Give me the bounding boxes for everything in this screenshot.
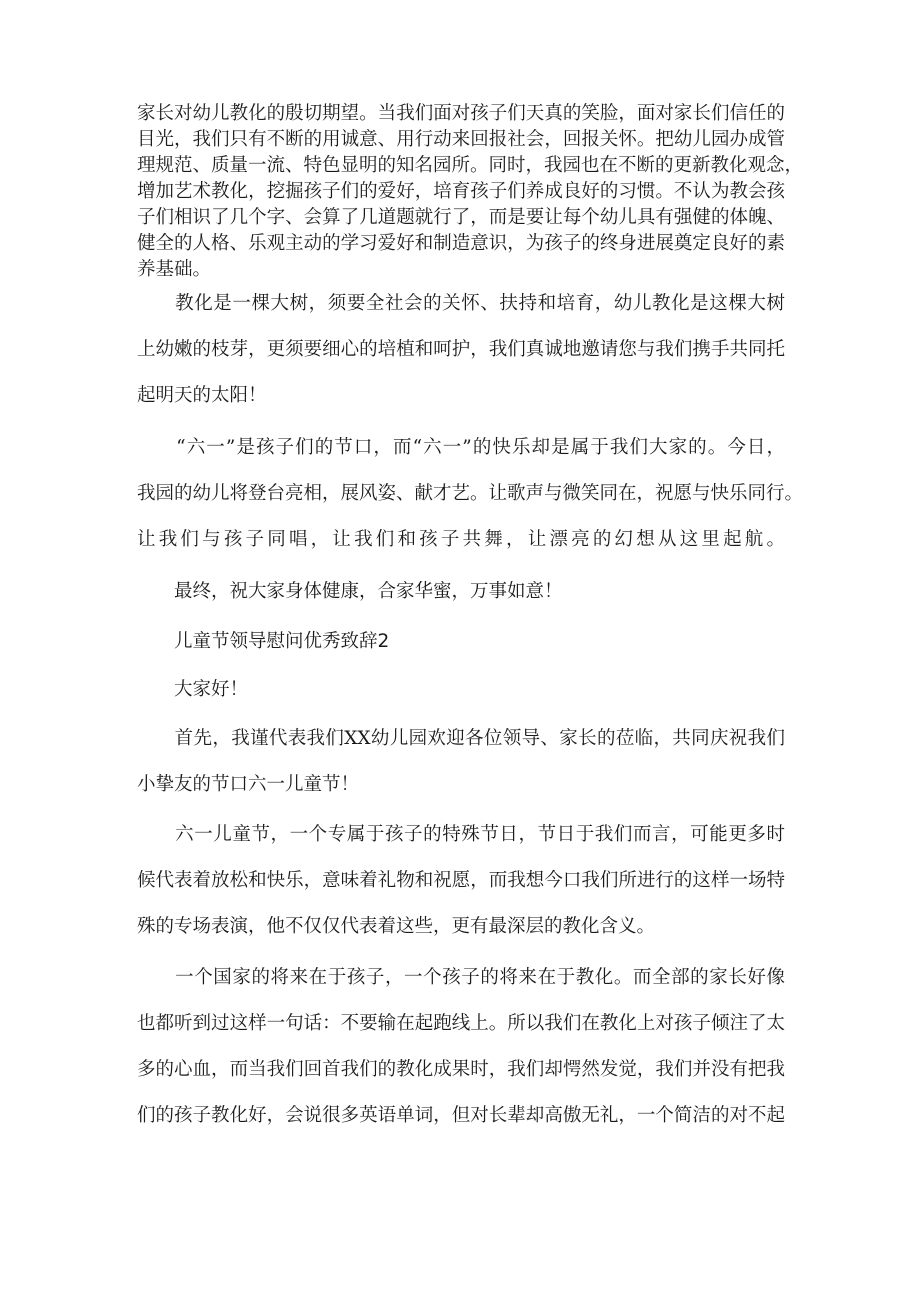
text-line: 教化是一棵大树，须要全社会的关怀、扶持和培育，幼儿教化是这棵大树 [137,293,785,314]
text-line: 健全的人格、乐观主动的学习爱好和制造意识，为孩子的终身进展奠定良好的素 [137,233,785,254]
paragraph-6 [137,812,785,950]
text-line: 养基础。 [137,259,212,280]
text-line: “六一”是孩子们的节口，而“六一”的快乐却是属于我们大家的。今日， [137,437,785,458]
text-line: 子们相识了几个字、会算了几道题就行了，而是要让每个幼儿具有强健的体魄、 [137,207,785,228]
paragraph-7 [137,955,785,1139]
text-line: 理规范、质量一流、特色显明的知名园所。同时，我园也在不断的更新教化观念， [137,155,804,176]
text-line: 目光，我们只有不断的用诚意、用行动来回报社会，回报关怀。把幼儿园办成管 [137,129,785,150]
paragraph-greeting [137,667,785,713]
text-line: 多的心血，而当我们回首我们的教化成果时，我们却愕然发觉，我们并没有把我 [137,1059,785,1080]
paragraph-3 [137,425,804,563]
text-line: 六一儿童节，一个专属于孩子的特殊节日，节日于我们而言，可能更多时 [137,824,785,845]
text-line: 也都听到过这样一句话：不要输在起跑线上。所以我们在教化上对孩子倾注了太 [137,1013,785,1034]
paragraph-1 [137,101,804,283]
text-line: 一个国家的将来在于孩子，一个孩子的将来在于教化。而全部的家长好像 [137,967,785,988]
paragraph-2 [137,281,785,419]
text-line: 首先，我谨代表我们XX幼儿园欢迎各位领导、家长的莅临，共同庆祝我们 [137,728,785,749]
text-line: 起明天的太阳！ [137,385,267,406]
text-line: 增加艺术教化，挖掘孩子们的爱好，培育孩子们养成良好的习惯。不认为教会孩 [137,181,785,202]
text-line: 们的孩子教化好，会说很多英语单词，但对长辈却高傲无礼，一个简洁的对不起 [137,1105,785,1126]
text-line: 候代表着放松和快乐，意味着礼物和祝愿，而我想今口我们所进行的这样一场特 [137,870,785,891]
paragraph-5 [137,716,785,808]
text-line: 我园的幼儿将登台亮相，展风姿、献才艺。让歌声与微笑同在，祝愿与快乐同行。 [137,483,804,504]
text-line: 家长对幼儿教化的殷切期望。当我们面对孩子们天真的笑脸，面对家长们信任的 [137,103,785,124]
text-line: 殊的专场表演，他不仅仅代表着这些，更有最深层的教化含义。 [137,916,656,937]
text-line: 最终，祝大家身体健康，合家华蜜，万事如意！ [137,581,563,602]
heading-text: 儿童节领导慰问优秀致辞2 [137,631,390,652]
paragraph-4 [137,569,785,615]
text-line: 大家好！ [137,679,249,700]
text-line: 让我们与孩子同唱，让我们和孩子共舞，让漂亮的幻想从这里起航。 [137,529,785,550]
text-line: 上幼嫩的枝芽，更须要细心的培植和呵护，我们真诚地邀请您与我们携手共同托 [137,339,785,360]
section-heading [137,619,785,665]
text-line: 小挚友的节口六一儿童节！ [137,774,360,795]
